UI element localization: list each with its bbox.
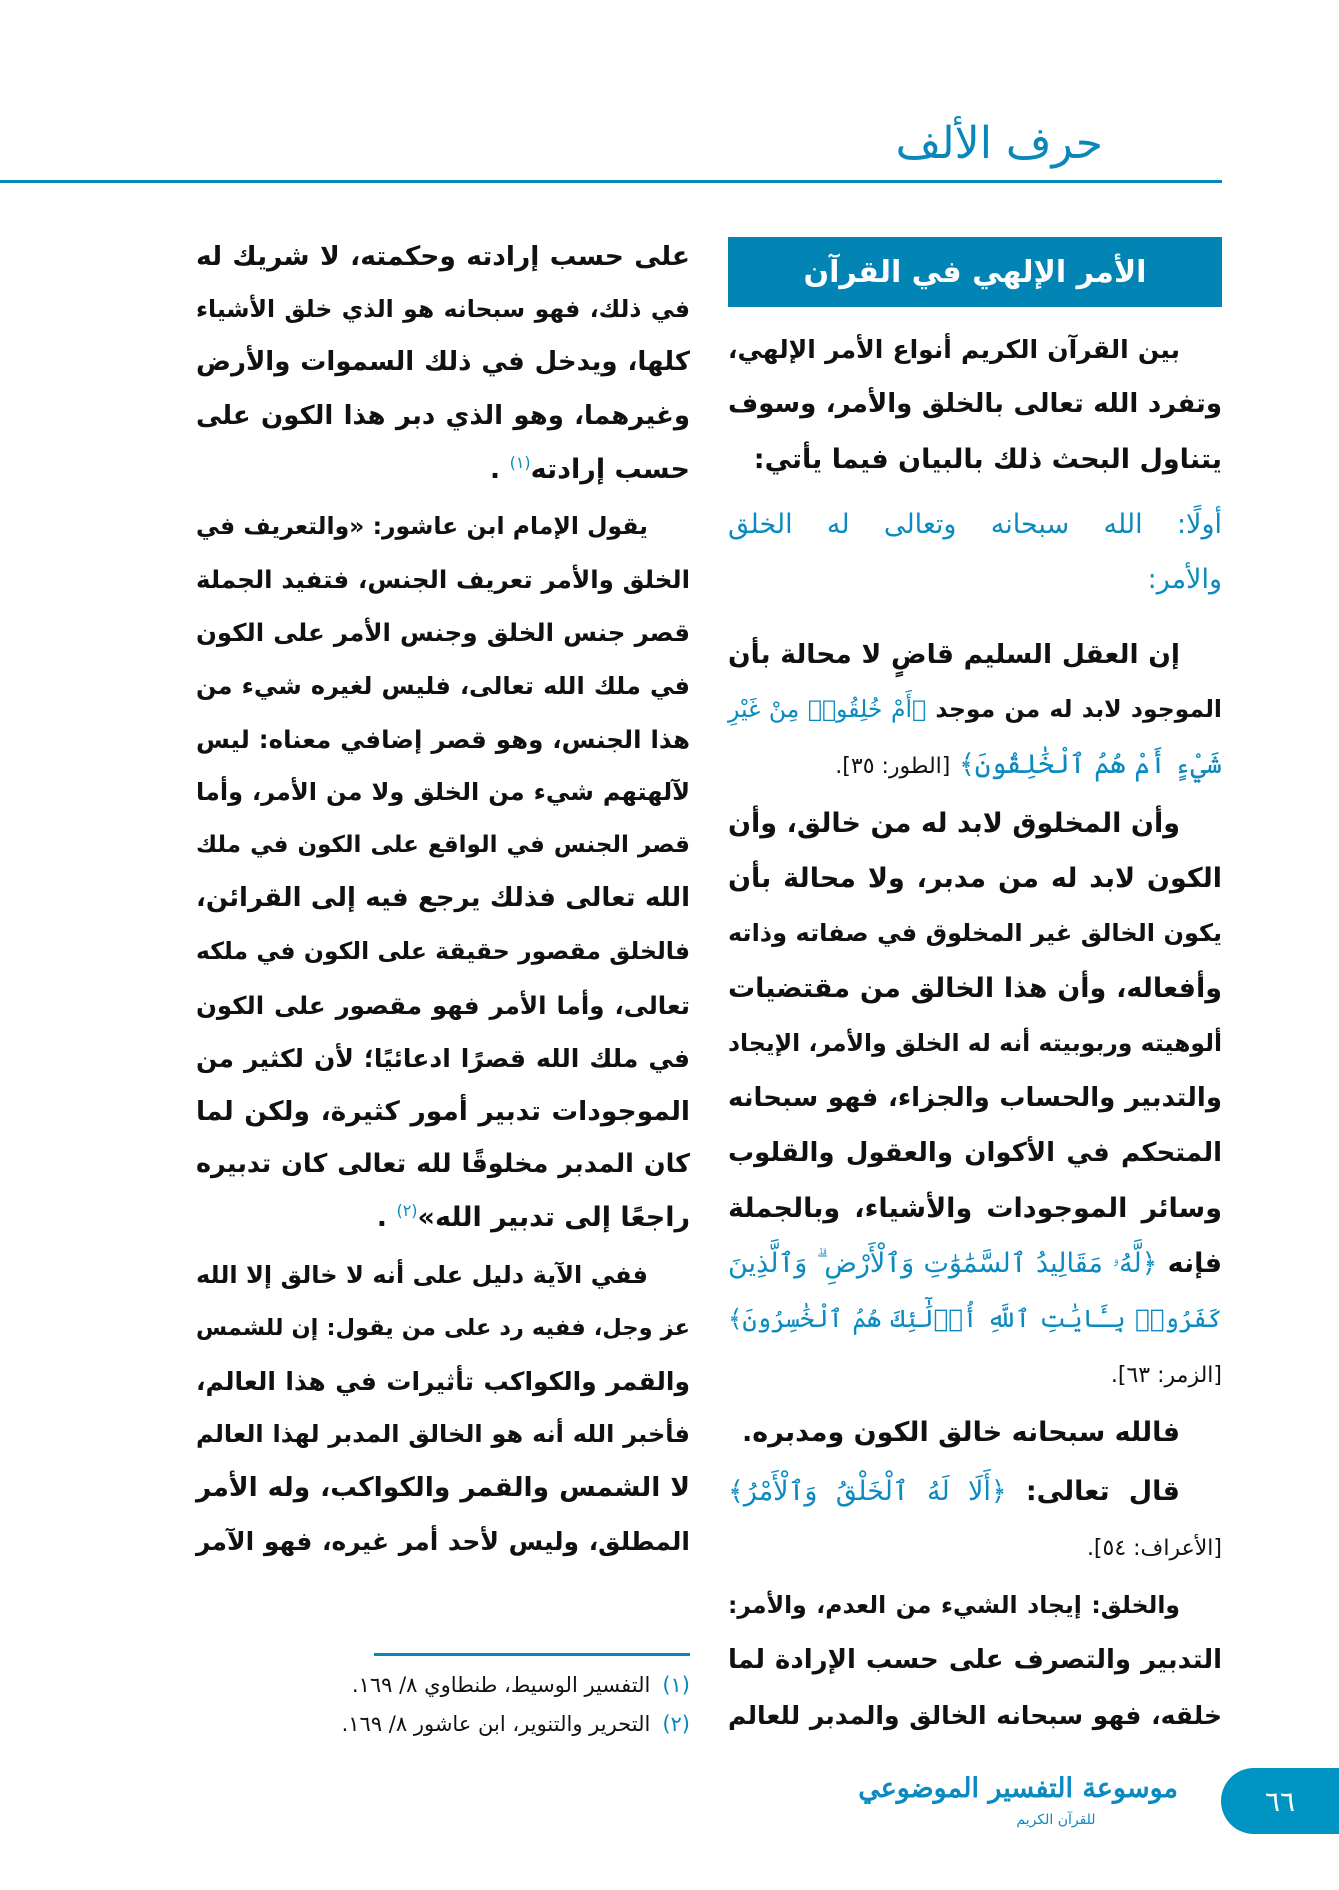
body-text: يكون الخالق غير المخلوق في صفاته وذاته xyxy=(728,919,1222,947)
body-text: راجعًا إلى تدبير الله» xyxy=(417,1202,690,1234)
body-text: لا الشمس والقمر والكواكب، وله الأمر xyxy=(196,1472,690,1504)
text-line xyxy=(728,1578,1222,1633)
text-line xyxy=(728,1464,1222,1519)
subheading xyxy=(728,497,1222,607)
logo-subtitle: للقرآن الكريم xyxy=(1016,1812,1096,1828)
body-text: وغيرهما، وهو الذي دبر هذا الكون على xyxy=(196,400,690,431)
text-line xyxy=(728,1291,1222,1346)
text-line xyxy=(196,1138,690,1191)
heading-text: والأمر: xyxy=(1147,564,1222,595)
body-text: عز وجل، ففيه رد على من يقول: إن للشمس xyxy=(196,1314,690,1341)
footnote-marker[interactable]: (٢) xyxy=(396,1201,418,1221)
body-text: الخلق والأمر تعريف الجنس، فتفيد الجملة xyxy=(196,565,690,595)
text-line xyxy=(196,606,690,659)
body-text: وأفعاله، وأن هذا الخالق من مقتضيات xyxy=(728,973,1222,1004)
body-text: ففي الآية دليل على أنه لا خالق إلا الله xyxy=(196,1260,648,1289)
body-text: فالله سبحانه خالق الكون ومدبره. xyxy=(742,1417,1180,1448)
body-text: والخلق: إيجاد الشيء من العدم، والأمر: xyxy=(728,1591,1180,1619)
text-line xyxy=(196,925,690,978)
text-line xyxy=(196,500,690,553)
body-text: يقول الإمام ابن عاشور: «والتعريف في xyxy=(196,511,648,540)
footnotes xyxy=(341,1666,690,1744)
text-line xyxy=(196,713,690,766)
body-text: كلها، ويدخل في ذلك السموات والأرض xyxy=(196,347,690,378)
heading-text: أولًا: الله سبحانه وتعالى له الخلق xyxy=(728,509,1222,540)
text-line xyxy=(196,1355,690,1408)
text-line xyxy=(196,1032,690,1085)
text-line xyxy=(728,1071,1222,1126)
text-line xyxy=(728,1016,1222,1071)
text-line xyxy=(728,796,1222,851)
text-line xyxy=(196,872,690,925)
text-line xyxy=(728,851,1222,906)
body-text: حسب إرادته xyxy=(530,453,690,485)
paragraph xyxy=(196,230,690,496)
text-line xyxy=(728,1346,1222,1401)
body-text: المطلق، وليس لأحد أمر غيره، فهو الآمر xyxy=(196,1526,690,1556)
footnote-number: (١) xyxy=(662,1673,690,1697)
text-line xyxy=(728,1688,1222,1743)
body-text: هذا الجنس، وهو قصر إضافي معناه: ليس xyxy=(196,724,690,754)
footnote xyxy=(341,1705,690,1744)
text-line xyxy=(728,377,1222,432)
paragraph xyxy=(728,1464,1222,1574)
body-text: في ملك الله تعالى، فليس لغيره شيء من xyxy=(196,671,690,700)
text-line xyxy=(728,627,1222,682)
text-line xyxy=(196,230,690,283)
left-column-text xyxy=(196,230,690,1568)
text-line xyxy=(728,497,1222,552)
quran-verse: ﴿أَلَا لَهُ ٱلْخَلْقُ وَٱلْأَمْرُ﴾ xyxy=(728,1476,1007,1507)
text-line xyxy=(196,1515,690,1568)
verse-reference: [الطور: ٣٥]. xyxy=(835,754,951,779)
body-text: ألوهيته وربوبيته أنه له الخلق والأمر، الإيجاد xyxy=(728,1029,1222,1057)
paragraph xyxy=(728,627,1222,792)
body-text: وأن المخلوق لابد له من خالق، وأن xyxy=(728,808,1180,839)
body-text: فإنه xyxy=(1157,1248,1223,1279)
text-line xyxy=(196,979,690,1032)
body-text: بين القرآن الكريم أنواع الأمر الإلهي، xyxy=(728,335,1180,364)
paragraph xyxy=(728,322,1222,487)
body-text: في ملك الله قصرًا ادعائيًا؛ لأن لكثير من xyxy=(196,1043,690,1073)
body-text: والقمر والكواكب تأثيرات في هذا العالم، xyxy=(196,1366,690,1396)
body-text: الكون لابد له من مدبر، ولا محالة بأن xyxy=(728,863,1222,894)
body-text: إن العقل السليم قاضٍ لا محالة بأن xyxy=(728,639,1180,670)
text-line xyxy=(728,961,1222,1016)
text-line xyxy=(728,322,1222,377)
text-line xyxy=(196,1408,690,1461)
text-line xyxy=(728,737,1222,792)
text-line xyxy=(196,553,690,606)
paragraph xyxy=(196,1249,690,1568)
footnote-text: التفسير الوسيط، طنطاوي ٨/ ١٦٩. xyxy=(351,1673,651,1697)
text-line xyxy=(196,443,690,496)
body-text: المتحكم في الأكوان والعقول والقلوب xyxy=(728,1138,1222,1168)
footnote xyxy=(351,1666,690,1705)
body-text: . xyxy=(489,453,510,485)
body-text: الله تعالى فذلك يرجع فيه إلى القرائن، xyxy=(196,883,690,914)
quran-verse: كَفَرُوا۟ بِـَٔايَٰتِ ٱللَّهِ أُو۟لَٰٓئِكَ هُمُ ٱلْخَٰسِرُونَ﴾ xyxy=(728,1304,1222,1333)
text-line xyxy=(728,1236,1222,1291)
text-line xyxy=(196,819,690,872)
body-text: تعالى، وأما الأمر فهو مقصور على الكون xyxy=(196,990,690,1020)
body-text: وتفرد الله تعالى بالخلق والأمر، وسوف xyxy=(728,389,1222,419)
text-line xyxy=(196,1461,690,1514)
body-text: الموجود لابد له من موجد xyxy=(926,695,1222,723)
body-text: الموجودات تدبير أمور كثيرة، ولكن لما xyxy=(196,1096,690,1127)
text-line xyxy=(196,1302,690,1355)
footnote-marker[interactable]: (١) xyxy=(509,452,531,472)
text-line xyxy=(728,682,1222,737)
text-line xyxy=(196,766,690,819)
paragraph xyxy=(728,1405,1222,1460)
text-line xyxy=(196,336,690,389)
body-text: قصر جنس الخلق وجنس الأمر على الكون xyxy=(196,618,690,648)
text-line xyxy=(196,390,690,443)
body-text: في ذلك، فهو سبحانه هو الذي خلق الأشياء xyxy=(196,295,690,324)
text-line xyxy=(196,660,690,713)
footnote-divider xyxy=(374,1653,690,1656)
text-line xyxy=(728,1405,1222,1460)
right-column xyxy=(728,237,1222,1743)
section-heading-box: الأمر الإلهي في القرآن xyxy=(728,237,1222,307)
text-line xyxy=(196,1249,690,1302)
text-line xyxy=(728,432,1222,487)
body-text: فالخلق مقصور حقيقة على الكون في ملكه xyxy=(196,937,690,966)
body-text: . xyxy=(376,1202,397,1234)
body-text: فأخبر الله أنه هو الخالق المدبر لهذا العالم xyxy=(196,1420,690,1449)
text-line xyxy=(728,1181,1222,1236)
paragraph xyxy=(728,1578,1222,1743)
text-line xyxy=(196,1191,690,1244)
body-text: كان المدبر مخلوقًا لله تعالى كان تدبيره xyxy=(196,1149,690,1180)
body-text: يتناول البحث ذلك بالبيان فيما يأتي: xyxy=(753,444,1222,475)
body-text: خلقه، فهو سبحانه الخالق والمدبر للعالم xyxy=(728,1701,1222,1730)
encyclopedia-logo xyxy=(858,1768,1178,1843)
body-text: التدبير والتصرف على حسب الإرادة لما xyxy=(728,1645,1222,1675)
text-line xyxy=(728,1126,1222,1181)
paragraph xyxy=(196,500,690,1245)
text-line xyxy=(728,906,1222,961)
section-title: حرف الألف xyxy=(895,118,1103,169)
quran-verse: شَيْءٍ أَمْ هُمُ ٱلْخَٰلِقُونَ﴾ xyxy=(950,749,1222,780)
body-text: لآلهتهم شيء من الخلق ولا من الأمر، وأما xyxy=(196,777,690,806)
body-text: وسائر الموجودات والأشياء، وبالجملة xyxy=(728,1193,1222,1224)
body-text: قال تعالى: xyxy=(1006,1476,1180,1507)
quran-verse: ﴿أَمْ خُلِقُوا۟ مِنْ غَيْرِ xyxy=(728,695,927,723)
left-column xyxy=(196,226,690,1568)
body-text: والتدبير والحساب والجزاء، فهو سبحانه xyxy=(728,1083,1222,1113)
verse-reference: [الأعراف: ٥٤]. xyxy=(1086,1536,1222,1561)
right-column-text xyxy=(728,322,1222,1743)
text-line xyxy=(728,1519,1222,1574)
quran-verse: ﴿لَّهُۥ مَقَالِيدُ ٱلسَّمَٰوَٰتِ وَٱلْأَرْضِ ۗ وَٱلَّذِينَ xyxy=(728,1248,1158,1279)
text-line xyxy=(196,1085,690,1138)
logo-title: موسوعة التفسير الموضوعي xyxy=(858,1773,1178,1804)
body-text: على حسب إرادته وحكمته، لا شريك له xyxy=(196,241,690,272)
text-line xyxy=(728,552,1222,607)
paragraph xyxy=(728,796,1222,1401)
header-divider xyxy=(0,180,1222,183)
body-text: قصر الجنس في الواقع على الكون في ملك xyxy=(196,832,690,859)
page-number: ٦٦ xyxy=(1221,1768,1339,1834)
footnote-number: (٢) xyxy=(662,1712,690,1736)
verse-reference: [الزمر: ٦٣]. xyxy=(1110,1363,1222,1388)
text-line xyxy=(728,1633,1222,1688)
footnote-text: التحرير والتنوير، ابن عاشور ٨/ ١٦٩. xyxy=(341,1712,651,1736)
text-line xyxy=(196,283,690,336)
